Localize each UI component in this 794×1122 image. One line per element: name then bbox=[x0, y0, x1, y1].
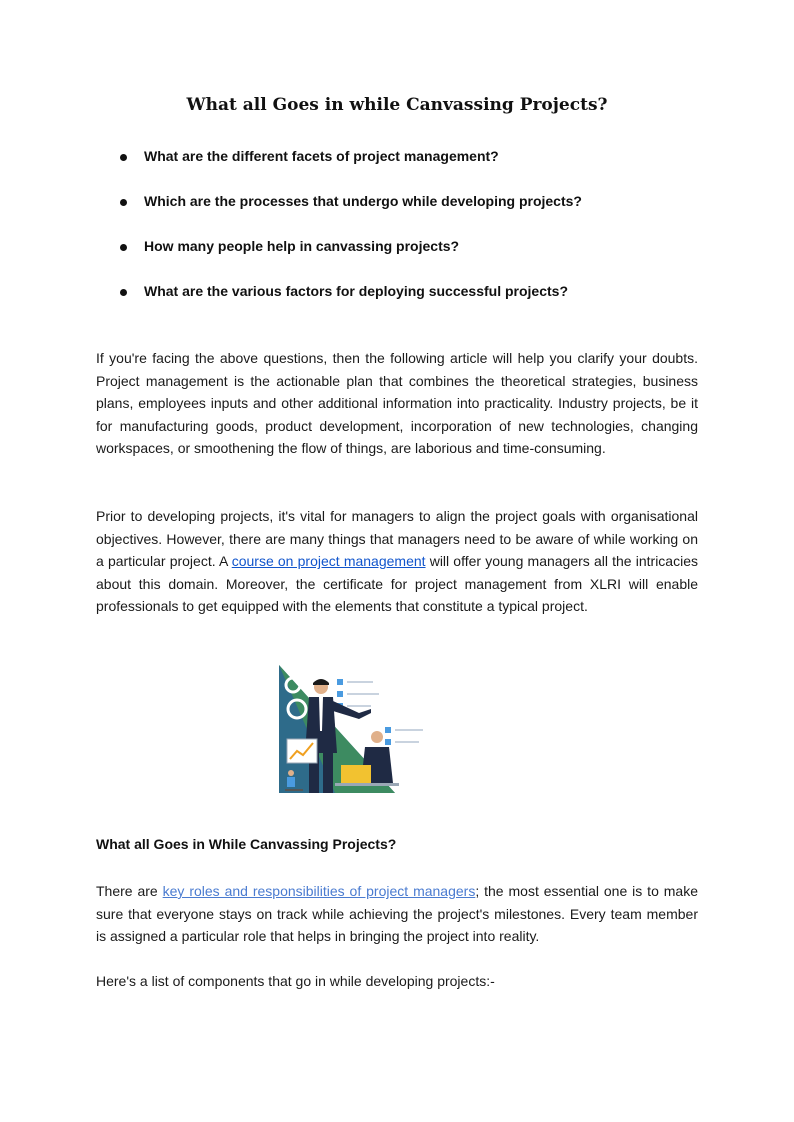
list-item-text: What are the various factors for deploying successful projects? bbox=[144, 283, 568, 299]
list-item-text: How many people help in canvassing projects? bbox=[144, 238, 460, 254]
section-heading: What all Goes in While Canvassing Projects? bbox=[96, 836, 397, 852]
goals-text-after: will offer young managers all the intricacies about this domain. Moreover, the certificate for project management from XLRI will enable professionals to get equipped with the elements that constitute a typical project. bbox=[96, 553, 698, 614]
roles-text-before: There are bbox=[96, 883, 163, 899]
project-management-illustration bbox=[275, 661, 455, 811]
components-intro: Here's a list of components that go in while developing projects:- bbox=[96, 973, 495, 989]
checkbox-icon bbox=[337, 691, 343, 697]
page-title: What all Goes in while Canvassing Projects? bbox=[186, 95, 608, 115]
colleague-head bbox=[371, 731, 383, 743]
manager-arm bbox=[333, 701, 371, 719]
bullet-icon bbox=[120, 289, 127, 296]
goals-paragraph bbox=[96, 505, 698, 618]
list-item bbox=[118, 283, 582, 328]
list-item bbox=[118, 238, 582, 283]
manager-leg bbox=[323, 753, 333, 793]
roles-link[interactable]: key roles and responsibilities of project managers bbox=[162, 883, 476, 899]
bullet-icon bbox=[120, 199, 127, 206]
bullet-icon bbox=[120, 244, 127, 251]
intro-paragraph: If you're facing the above questions, then the following article will help you clarify your doubts. Project management is the actionable plan that combines the theoretical strategies, business plans, employees inputs and other additional information into practicality. Industry projects, be it for manufacturing goods, product development, incorporation of new technologies, changing workspaces, or smoothening the flow of things, are laborious and time-consuming. bbox=[96, 350, 698, 456]
small-figure-head bbox=[288, 770, 294, 776]
checkbox-icon bbox=[385, 739, 391, 745]
list-item bbox=[118, 148, 582, 193]
list-item bbox=[118, 193, 582, 238]
roles-paragraph bbox=[96, 880, 698, 948]
roles-text-after: ; the most essential one is to make sure that everyone stays on track while achieving the project's milestones. Every team member is assigned a particular role that helps in bringing the project into reality. bbox=[96, 883, 698, 944]
list-item-text: What are the different facets of project management? bbox=[144, 148, 499, 164]
bullet-icon bbox=[120, 154, 127, 161]
desk bbox=[335, 783, 399, 786]
small-desk bbox=[285, 789, 303, 791]
checkbox-icon bbox=[337, 679, 343, 685]
small-figure-body bbox=[287, 777, 295, 787]
manager-hair bbox=[313, 679, 329, 685]
list-item-text: Which are the processes that undergo while developing projects? bbox=[144, 193, 582, 209]
question-list bbox=[118, 148, 582, 328]
goals-text-before: Prior to developing projects, it's vital for managers to align the project goals with organisational objectives. However, there are many things that managers need to be aware of while working on a particular project. A bbox=[96, 508, 698, 569]
course-link[interactable]: course on project management bbox=[231, 553, 426, 569]
laptop bbox=[341, 765, 371, 783]
checkbox-icon bbox=[385, 727, 391, 733]
